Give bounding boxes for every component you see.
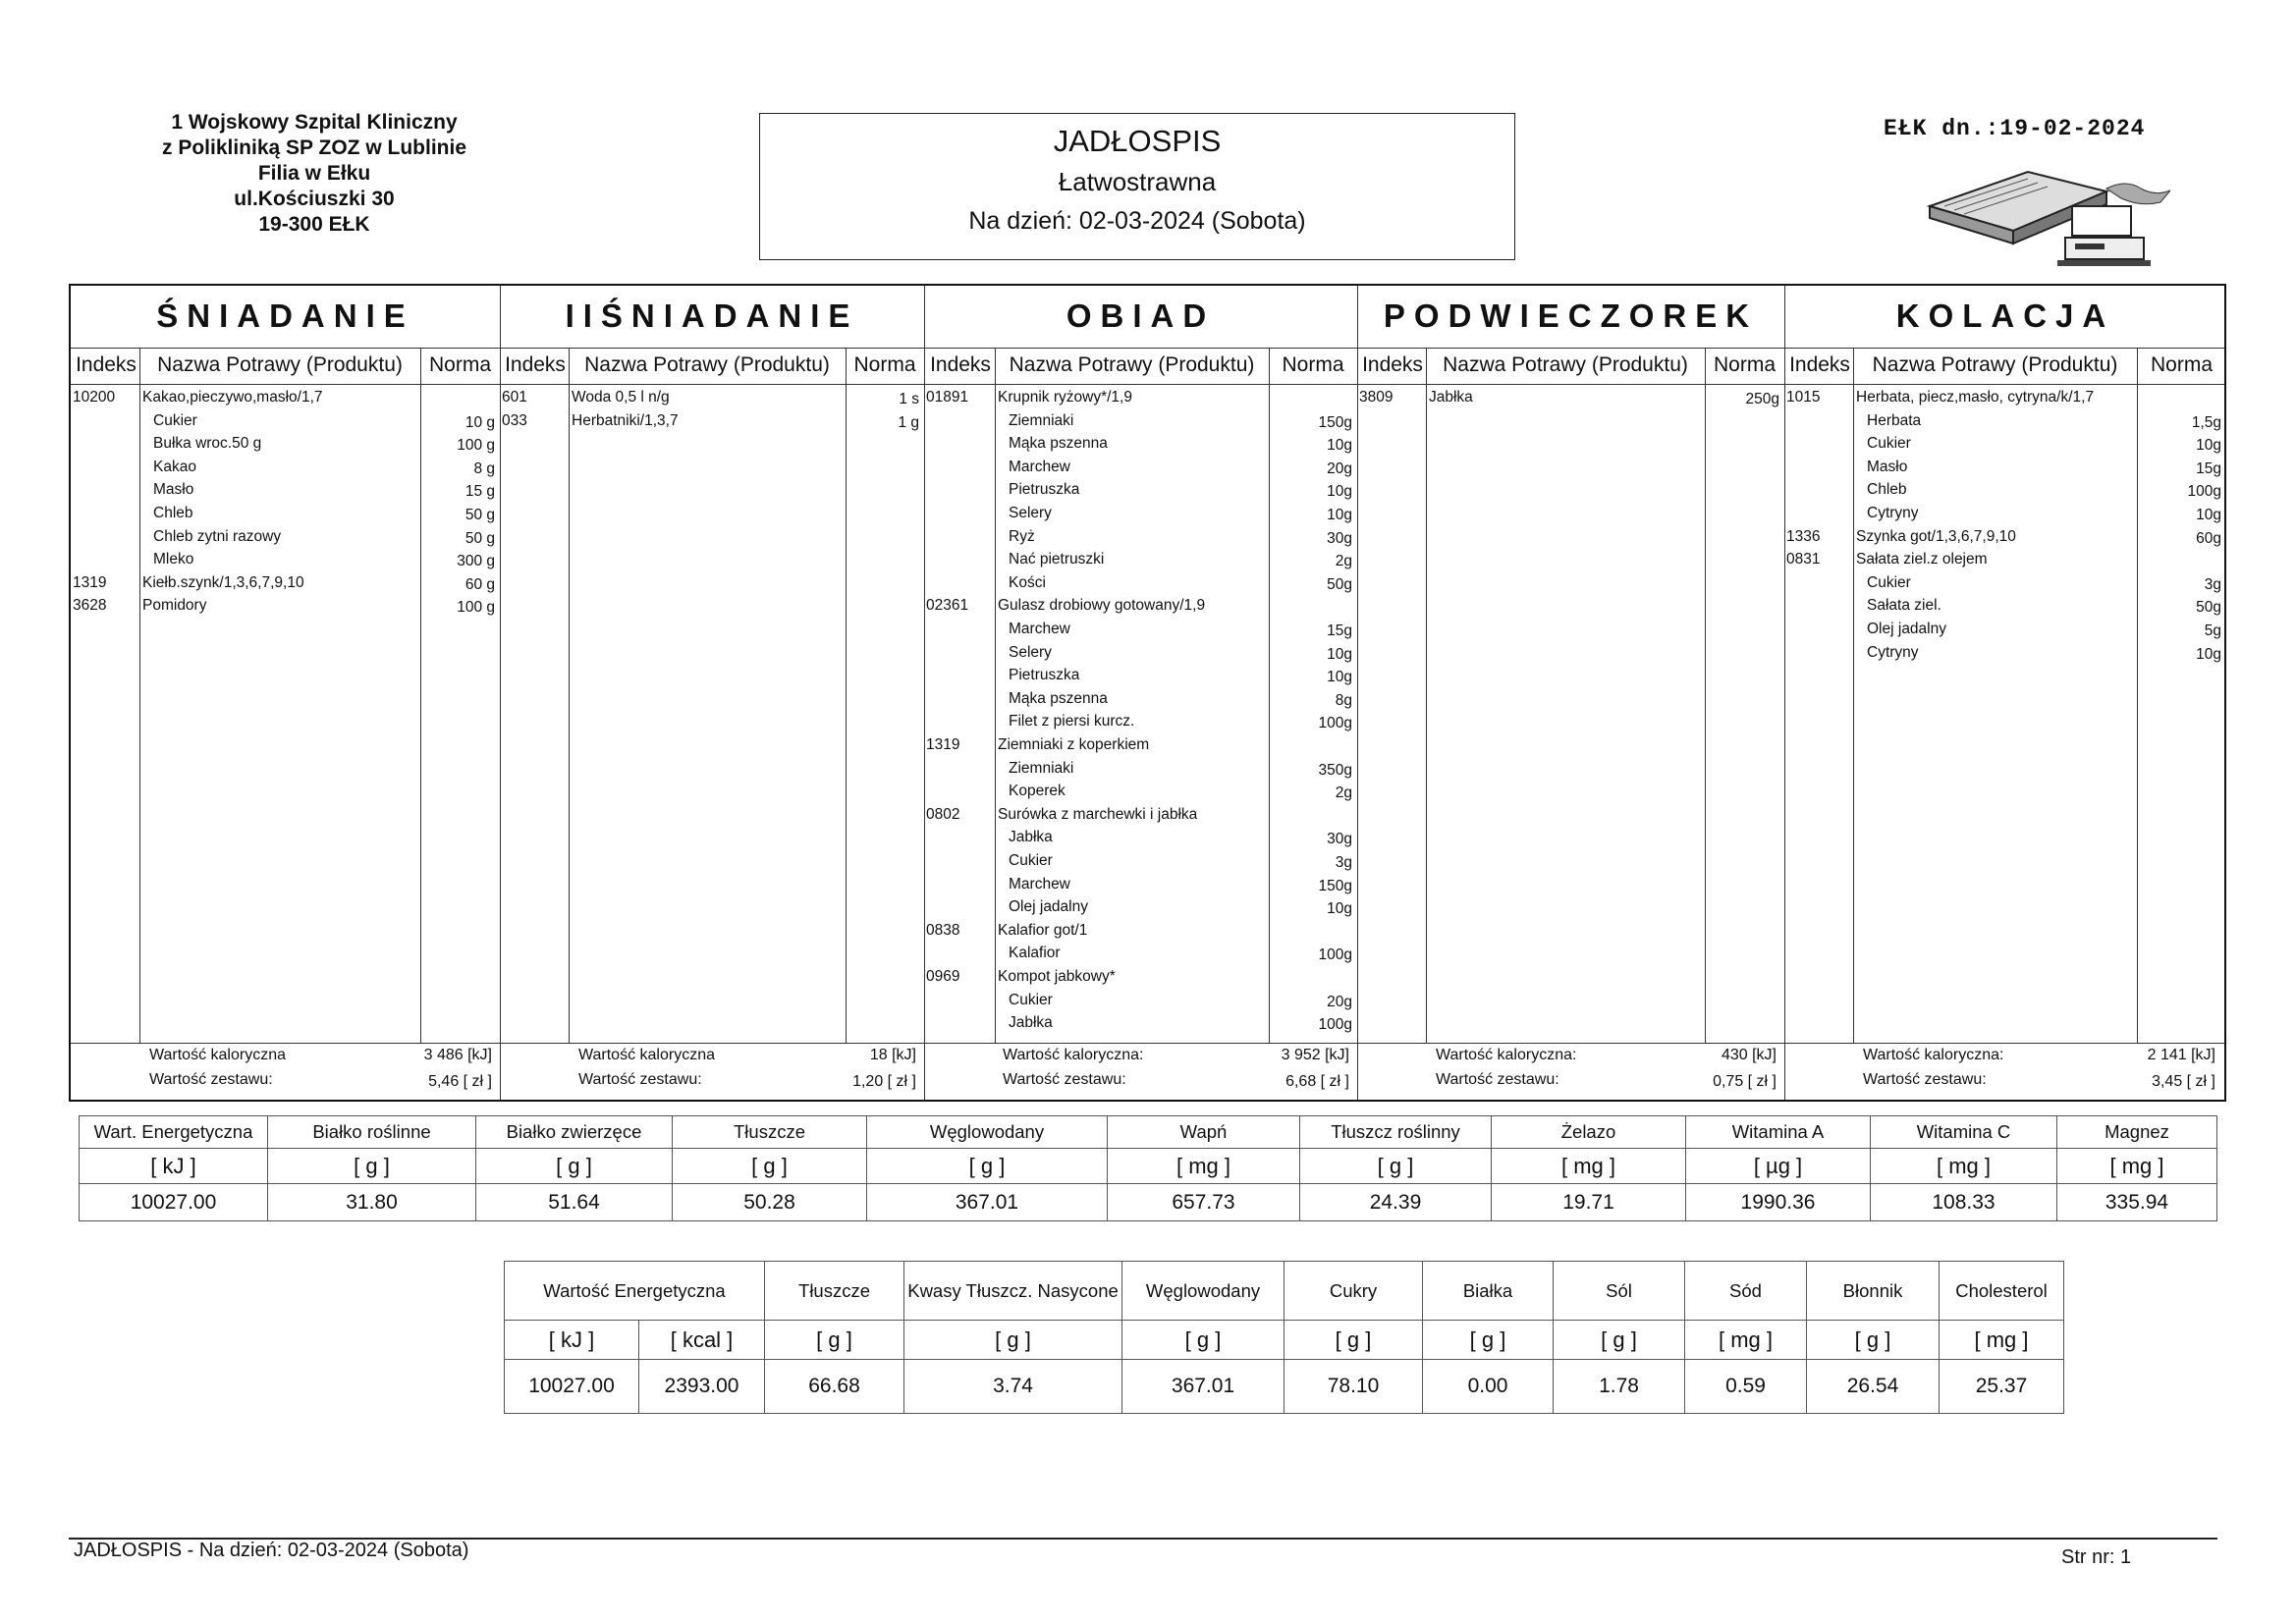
- row-product-name: Pietruszka: [1009, 481, 1080, 499]
- row-product-name: Selery: [1009, 643, 1052, 661]
- row-norm: 1,5g: [2191, 413, 2221, 431]
- nutrient-label: Błonnik: [1807, 1262, 1940, 1321]
- print-date: EŁK dn.:19-02-2024: [1884, 116, 2146, 141]
- row-product-name: Mąka pszenna: [1009, 689, 1108, 707]
- page-number: Str nr: 1: [2061, 1546, 2132, 1568]
- row-product-name: Mąka pszenna: [1009, 435, 1108, 453]
- document-title: JADŁOSPIS: [1053, 124, 1222, 158]
- row-norm: 10g: [1327, 437, 1352, 455]
- row-norm: 3g: [2204, 575, 2221, 593]
- row-product-name: Olej jadalny: [1867, 621, 1946, 637]
- column-divider: [995, 348, 996, 1043]
- row-product-name: Chleb zytni razowy: [153, 527, 282, 545]
- column-header-name: Nazwa Potrawy (Produktu): [1443, 353, 1688, 376]
- section-divider: [924, 286, 925, 1100]
- nutrient-unit: [ mg ]: [1685, 1321, 1807, 1360]
- nutrition-values-row: [80, 1184, 2217, 1221]
- row-norm: 50g: [1327, 575, 1352, 593]
- set-cost-value: 1,20 [ zł ]: [852, 1073, 916, 1090]
- nutrient-label: Węglowodany: [867, 1116, 1108, 1149]
- row-norm: 5g: [2204, 622, 2221, 639]
- row-norm: 100 g: [457, 437, 495, 455]
- row-product-name: Kalafior got/1: [998, 921, 1088, 939]
- row-product-name: Ziemniaki: [1009, 411, 1074, 429]
- row-product-name: Kakao,pieczywo,masło/1,7: [142, 389, 323, 406]
- title-box: [759, 113, 1515, 260]
- nutrient-unit: [ mg ]: [2057, 1149, 2217, 1184]
- nutrient-unit: [ mg ]: [1940, 1321, 2064, 1360]
- hospital-line: 19-300 EŁK: [258, 213, 370, 236]
- nutrient-value: 0.59: [1685, 1360, 1807, 1414]
- row-index: 1015: [1786, 389, 1821, 406]
- row-index: 10200: [73, 389, 116, 406]
- meal-title-podwieczorek: PODWIECZOREK: [1383, 298, 1759, 334]
- row-product-name: Cukier: [1867, 435, 1911, 453]
- row-norm: 10g: [1327, 507, 1352, 523]
- meal-title-ii-sniadanie: IIŚNIADANIE: [565, 298, 859, 334]
- row-product-name: Olej jadalny: [1009, 898, 1088, 916]
- nutrient-label: Witamina A: [1686, 1116, 1871, 1149]
- nutrient-label: Tłuszcz roślinny: [1300, 1116, 1492, 1149]
- nutrient-value: 0.00: [1423, 1360, 1554, 1414]
- column-header-norm: Norma: [2150, 353, 2213, 376]
- row-product-name: Kiełb.szynk/1,3,6,7,9,10: [142, 573, 304, 591]
- nutrition-units-row: [80, 1149, 2217, 1184]
- summary-divider: [71, 1043, 2224, 1044]
- nutrient-unit: [ µg ]: [1686, 1149, 1871, 1184]
- row-norm: 10g: [2196, 645, 2221, 663]
- nutrient-value: 367.01: [1122, 1360, 1285, 1414]
- nutrition-units-row: [505, 1321, 2064, 1360]
- row-product-name: Pietruszka: [1009, 667, 1080, 684]
- calorie-value: 430 [kJ]: [1721, 1047, 1777, 1063]
- hospital-address: [118, 110, 511, 238]
- meal-title-obiad: OBIAD: [1066, 298, 1216, 334]
- nutrient-label: Witamina C: [1871, 1116, 2057, 1149]
- row-product-name: Cytryny: [1867, 643, 1919, 661]
- row-norm: 10g: [1327, 483, 1352, 501]
- row-product-name: Selery: [1009, 505, 1052, 521]
- calorie-value-label: Wartość kaloryczna: [578, 1047, 715, 1063]
- nutrient-unit: [ mg ]: [1871, 1149, 2057, 1184]
- set-cost-label: Wartość zestawu:: [149, 1071, 273, 1088]
- column-header-name: Nazwa Potrawy (Produktu): [1009, 353, 1255, 376]
- section-divider: [1784, 286, 1785, 1100]
- row-norm: 10 g: [465, 413, 495, 431]
- menu-date: Na dzień: 02-03-2024 (Sobota): [968, 207, 1306, 235]
- row-product-name: Nać pietruszki: [1009, 551, 1105, 568]
- nutrient-value: 367.01: [867, 1184, 1108, 1221]
- row-product-name: Chleb: [1867, 481, 1907, 499]
- row-product-name: Masło: [153, 481, 194, 499]
- nutrient-value: 78.10: [1285, 1360, 1423, 1414]
- footer-title: JADŁOSPIS - Na dzień: 02-03-2024 (Sobota): [74, 1540, 469, 1561]
- row-product-name: Jabłka: [1429, 389, 1473, 406]
- nutrient-label: Wartość Energetyczna: [505, 1262, 765, 1321]
- column-divider: [1705, 348, 1706, 1043]
- row-product-name: Jabłka: [1009, 829, 1053, 846]
- row-norm: 10g: [1327, 900, 1352, 918]
- nutrient-unit: [ g ]: [904, 1321, 1122, 1360]
- column-header-name: Nazwa Potrawy (Produktu): [584, 353, 830, 376]
- row-norm: 10g: [1327, 669, 1352, 686]
- nutrient-value: 1.78: [1554, 1360, 1685, 1414]
- column-header-index: Indeks: [1362, 353, 1423, 376]
- row-product-name: Jabłka: [1009, 1014, 1053, 1032]
- row-product-name: Cukier: [1009, 991, 1053, 1008]
- nutrient-label: Wart. Energetyczna: [80, 1116, 268, 1149]
- row-index: 0831: [1786, 551, 1821, 568]
- set-cost-value: 6,68 [ zł ]: [1285, 1073, 1349, 1090]
- row-norm: 20g: [1327, 460, 1352, 477]
- nutrient-value: 1990.36: [1686, 1184, 1871, 1221]
- set-cost-value: 5,46 [ zł ]: [428, 1073, 492, 1090]
- row-product-name: Kakao: [153, 458, 196, 475]
- row-product-name: Masło: [1867, 458, 1908, 475]
- row-product-name: Woda 0,5 l n/g: [572, 389, 670, 406]
- nutrient-label: Sól: [1554, 1262, 1685, 1321]
- nutrient-label: Wapń: [1108, 1116, 1300, 1149]
- row-norm: 30g: [1327, 831, 1352, 848]
- set-cost-value: 0,75 [ zł ]: [1713, 1073, 1777, 1090]
- row-product-name: Kompot jabkowy*: [998, 968, 1116, 985]
- diet-name: Łatwostrawna: [1058, 167, 1217, 196]
- row-index: 601: [502, 389, 527, 406]
- nutrient-value: 24.39: [1300, 1184, 1492, 1221]
- row-norm: 20g: [1327, 993, 1352, 1010]
- row-product-name: Pomidory: [142, 597, 207, 615]
- nutrient-unit: [ g ]: [1300, 1149, 1492, 1184]
- row-product-name: Szynka got/1,3,6,7,9,10: [1856, 527, 2016, 545]
- calorie-value: 3 486 [kJ]: [423, 1047, 492, 1063]
- row-index: 0802: [926, 805, 960, 823]
- row-norm: 50g: [2196, 599, 2221, 617]
- row-index: 1319: [926, 736, 960, 753]
- meal-title-kolacja: KOLACJA: [1895, 298, 2115, 334]
- nutrient-unit: [ kJ ]: [80, 1149, 268, 1184]
- column-divider: [139, 348, 140, 1043]
- nutrient-value: 50.28: [673, 1184, 867, 1221]
- row-product-name: Cytryny: [1867, 505, 1919, 521]
- row-product-name: Filet z piersi kurcz.: [1009, 713, 1135, 730]
- nutrient-unit: [ kJ ]: [505, 1321, 639, 1360]
- row-product-name: Krupnik ryżowy*/1,9: [998, 389, 1132, 406]
- column-header-norm: Norma: [428, 353, 491, 376]
- row-product-name: Ziemniaki: [1009, 759, 1074, 777]
- nutrient-unit: [ g ]: [1285, 1321, 1423, 1360]
- nutrient-unit: [ g ]: [765, 1321, 904, 1360]
- nutrient-label: Sód: [1685, 1262, 1807, 1321]
- row-index: 0838: [926, 921, 960, 939]
- row-product-name: Sałata ziel.z olejem: [1856, 551, 1988, 568]
- nutrient-unit: [ g ]: [476, 1149, 673, 1184]
- row-product-name: Mleko: [153, 551, 194, 568]
- row-norm: 15g: [1327, 622, 1352, 639]
- row-product-name: Cukier: [1009, 852, 1053, 869]
- nutrient-label: Tłuszcze: [765, 1262, 904, 1321]
- row-norm: 15 g: [465, 483, 495, 501]
- row-product-name: Gulasz drobiowy gotowany/1,9: [998, 597, 1206, 615]
- row-norm: 100g: [2187, 483, 2221, 501]
- calorie-value-label: Wartość kaloryczna: [149, 1047, 286, 1063]
- nutrient-value: 2393.00: [639, 1360, 765, 1414]
- row-product-name: Cukier: [153, 411, 197, 429]
- nutrient-unit: [ g ]: [867, 1149, 1108, 1184]
- column-header-norm: Norma: [1713, 353, 1776, 376]
- row-norm: 150g: [1318, 877, 1352, 894]
- nutrient-label: Białka: [1423, 1262, 1554, 1321]
- row-index: 01891: [926, 389, 969, 406]
- row-norm: 2g: [1335, 784, 1352, 802]
- set-cost-value: 3,45 [ zł ]: [2152, 1073, 2215, 1090]
- row-product-name: Koperek: [1009, 783, 1066, 800]
- row-norm: 30g: [1327, 529, 1352, 547]
- hospital-line: ul.Kościuszki 30: [234, 188, 395, 210]
- column-header-name: Nazwa Potrawy (Produktu): [157, 353, 403, 376]
- column-header-norm: Norma: [853, 353, 916, 376]
- nutrient-label: Cholesterol: [1940, 1262, 2064, 1321]
- row-product-name: Kalafior: [1009, 945, 1061, 962]
- row-norm: 60g: [2196, 529, 2221, 547]
- nutrient-unit: [ g ]: [1554, 1321, 1685, 1360]
- row-product-name: Marchew: [1009, 875, 1070, 893]
- meal-title-sniadanie: ŚNIADANIE: [156, 298, 414, 334]
- row-norm: 8g: [1335, 691, 1352, 709]
- nutrient-value: 31.80: [268, 1184, 476, 1221]
- nutrient-value: 25.37: [1940, 1360, 2064, 1414]
- nutrient-value: 26.54: [1807, 1360, 1940, 1414]
- row-product-name: Bułka wroc.50 g: [153, 435, 262, 453]
- row-norm: 60 g: [465, 575, 495, 593]
- nutrient-label: Kwasy Tłuszcz. Nasycone: [904, 1262, 1122, 1321]
- row-norm: 8 g: [473, 460, 495, 477]
- nutrient-label: Białko zwierzęce: [476, 1116, 673, 1149]
- nutrient-value: 108.33: [1871, 1184, 2057, 1221]
- column-divider: [846, 348, 847, 1043]
- row-norm: 3g: [1335, 854, 1352, 871]
- nutrient-unit: [ g ]: [1122, 1321, 1285, 1360]
- nutrient-label: Cukry: [1285, 1262, 1423, 1321]
- row-index: 02361: [926, 597, 969, 615]
- column-header-index: Indeks: [505, 353, 566, 376]
- nutrient-value: 19.71: [1492, 1184, 1686, 1221]
- nutrient-label: Tłuszcze: [673, 1116, 867, 1149]
- row-norm: 10g: [1327, 645, 1352, 663]
- nutrient-value: 657.73: [1108, 1184, 1300, 1221]
- hospital-line: 1 Wojskowy Szpital Kliniczny: [171, 111, 458, 134]
- section-divider: [500, 286, 501, 1100]
- row-index: 1336: [1786, 527, 1821, 545]
- column-header-index: Indeks: [930, 353, 991, 376]
- row-norm: 1 s: [899, 391, 919, 407]
- column-header-index: Indeks: [1789, 353, 1850, 376]
- calorie-value: 18 [kJ]: [869, 1047, 916, 1063]
- row-index: 3628: [73, 597, 107, 615]
- row-norm: 10g: [2196, 437, 2221, 455]
- row-norm: 100g: [1318, 715, 1352, 732]
- header-divider: [71, 384, 2224, 385]
- nutrient-unit: [ kcal ]: [639, 1321, 765, 1360]
- column-header-name: Nazwa Potrawy (Produktu): [1872, 353, 2118, 376]
- row-norm: 100 g: [457, 599, 495, 617]
- set-cost-label: Wartość zestawu:: [1003, 1071, 1126, 1088]
- nutrient-value: 66.68: [765, 1360, 904, 1414]
- nutrient-label: Białko roślinne: [268, 1116, 476, 1149]
- nutrient-value: 10027.00: [505, 1360, 639, 1414]
- column-divider: [1853, 348, 1854, 1043]
- hospital-line: z Polikliniką SP ZOZ w Lublinie: [162, 136, 466, 159]
- row-product-name: Marchew: [1009, 621, 1070, 637]
- calorie-value: 3 952 [kJ]: [1281, 1047, 1349, 1063]
- row-norm: 10g: [2196, 507, 2221, 523]
- nutrient-value: 51.64: [476, 1184, 673, 1221]
- row-product-name: Cukier: [1867, 573, 1911, 591]
- computer-book-icon: [1920, 167, 2185, 270]
- nutrient-value: 335.94: [2057, 1184, 2217, 1221]
- nutrient-value: 10027.00: [80, 1184, 268, 1221]
- nutrition-labels-row: [80, 1116, 2217, 1149]
- nutrient-unit: [ g ]: [268, 1149, 476, 1184]
- row-norm: 150g: [1318, 413, 1352, 431]
- row-index: 3809: [1359, 389, 1394, 406]
- row-norm: 350g: [1318, 761, 1352, 779]
- nutrient-value: 3.74: [904, 1360, 1122, 1414]
- set-cost-label: Wartość zestawu:: [578, 1071, 702, 1088]
- nutrition-values-row: [505, 1360, 2064, 1414]
- row-norm: 50 g: [465, 507, 495, 523]
- row-norm: 15g: [2196, 460, 2221, 477]
- section-divider: [1357, 286, 1358, 1100]
- row-product-name: Surówka z marchewki i jabłka: [998, 805, 1198, 823]
- nutrient-unit: [ mg ]: [1492, 1149, 1686, 1184]
- nutrient-label: Magnez: [2057, 1116, 2217, 1149]
- row-product-name: Ziemniaki z koperkiem: [998, 736, 1150, 753]
- nutrient-label: Węglowodany: [1122, 1262, 1285, 1321]
- calorie-value-label: Wartość kaloryczna:: [1436, 1047, 1577, 1063]
- row-norm: 250g: [1745, 391, 1779, 407]
- row-product-name: Kości: [1009, 573, 1046, 591]
- column-header-index: Indeks: [76, 353, 137, 376]
- set-cost-label: Wartość zestawu:: [1863, 1071, 1987, 1088]
- meal-menu-table: [69, 284, 2226, 1102]
- row-index: 1319: [73, 573, 107, 591]
- nutrient-unit: [ g ]: [1807, 1321, 1940, 1360]
- nutrient-unit: [ g ]: [1423, 1321, 1554, 1360]
- calorie-value-label: Wartość kaloryczna:: [1863, 1047, 2004, 1063]
- row-norm: 100g: [1318, 1016, 1352, 1034]
- row-norm: 1 g: [898, 413, 919, 431]
- row-product-name: Marchew: [1009, 458, 1070, 475]
- column-divider: [569, 348, 570, 1043]
- calorie-value: 2 141 [kJ]: [2147, 1047, 2215, 1063]
- row-product-name: Herbatniki/1,3,7: [572, 411, 679, 429]
- row-product-name: Sałata ziel.: [1867, 597, 1941, 615]
- row-index: 033: [502, 411, 527, 429]
- row-index: 0969: [926, 968, 960, 985]
- row-product-name: Herbata: [1867, 411, 1922, 429]
- row-product-name: Herbata, piecz,masło, cytryna/k/1,7: [1856, 389, 2095, 406]
- calorie-value-label: Wartość kaloryczna:: [1003, 1047, 1144, 1063]
- nutrient-unit: [ g ]: [673, 1149, 867, 1184]
- row-norm: 300 g: [457, 553, 495, 570]
- row-norm: 2g: [1335, 553, 1352, 570]
- hospital-line: Filia w Ełku: [257, 162, 371, 185]
- row-product-name: Chleb: [153, 505, 193, 521]
- nutrition-summary-table: [79, 1115, 2217, 1221]
- nutrient-label: Żelazo: [1492, 1116, 1686, 1149]
- nutrition-labels-row: [505, 1262, 2064, 1321]
- row-product-name: Ryż: [1009, 527, 1035, 545]
- column-divider: [1426, 348, 1427, 1043]
- nutrient-unit: [ mg ]: [1108, 1149, 1300, 1184]
- row-norm: 50 g: [465, 529, 495, 547]
- column-header-norm: Norma: [1282, 353, 1344, 376]
- nutrition-label-table: [504, 1261, 2064, 1414]
- row-norm: 100g: [1318, 947, 1352, 964]
- set-cost-label: Wartość zestawu:: [1436, 1071, 1559, 1088]
